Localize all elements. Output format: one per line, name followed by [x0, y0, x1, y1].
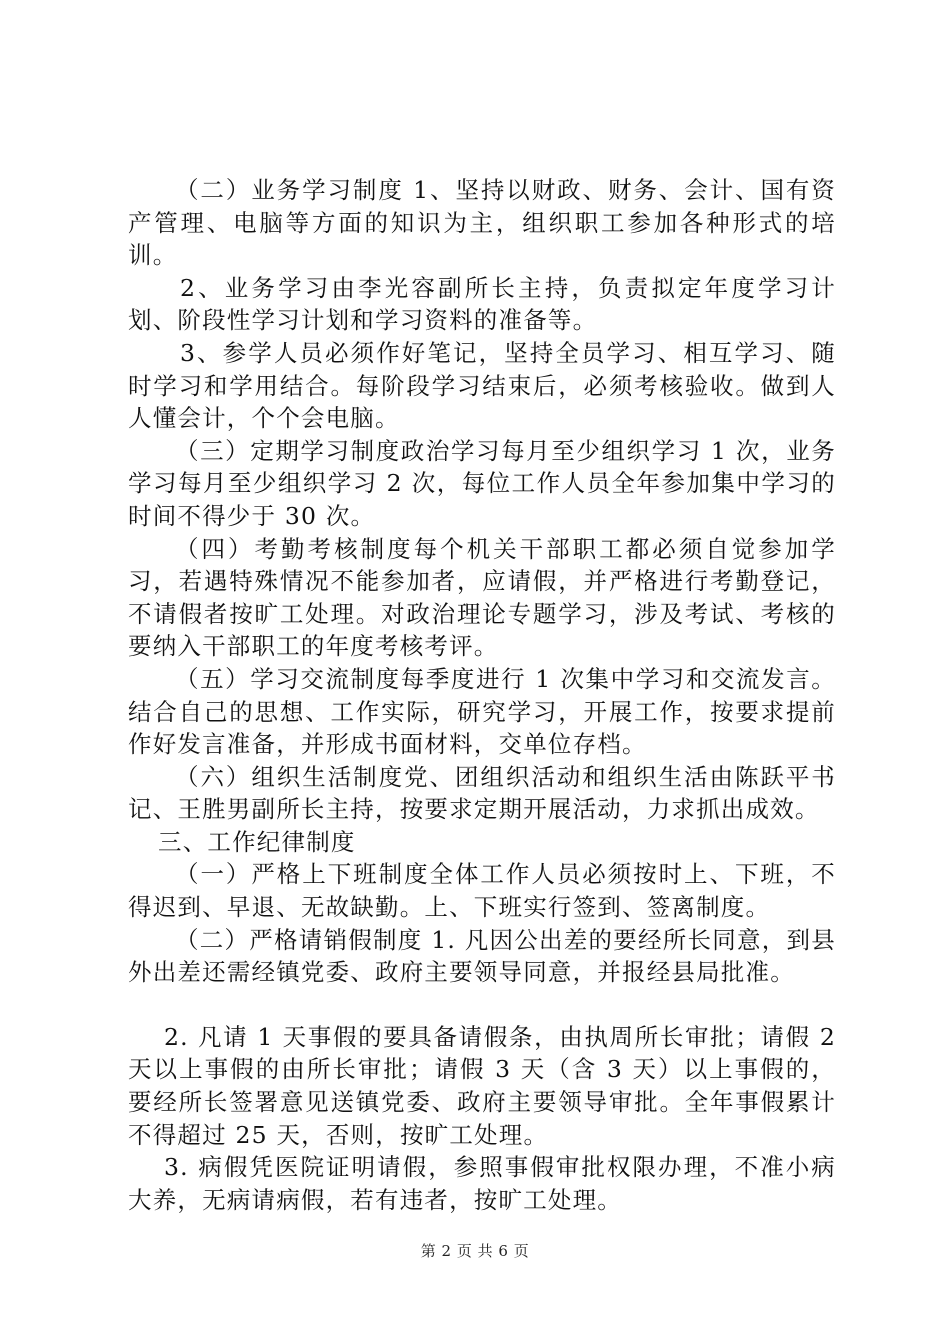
paragraph-personal-leave: 2. 凡请 1 天事假的要具备请假条，由执周所长审批；请假 2 天以上事假的由所长审批；请假 3 天（含 3 天）以上事假的，要经所长签署意见送镇党委、政府主要领导审批。全年事假累计不得超过 25 天，否则，按旷工处理。: [128, 1022, 836, 1149]
paragraph-study-notes: 3、参学人员必须作好笔记，坚持全员学习、相互学习、随时学习和学用结合。每阶段学习结束后，必须考核验收。做到人人懂会计，个个会电脑。: [128, 338, 836, 433]
paragraph-regular-study: （三）定期学习制度政治学习每月至少组织学习 1 次，业务学习每月至少组织学习 2 次，每位工作人员全年参加集中学习的时间不得少于 30 次。: [128, 436, 836, 530]
paragraph-attendance: （四）考勤考核制度每个机关干部职工都必须自觉参加学习，若遇特殊情况不能参加者，应请假，并严格进行考勤登记，不请假者按旷工处理。对政治理论专题学习，涉及考试、考核的要纳入干部职工的年度考核考评。: [128, 534, 836, 661]
paragraph-business-study: （二）业务学习制度 1、坚持以财政、财务、会计、国有资产管理、电脑等方面的知识为主，组织职工参加各种形式的培训。: [128, 176, 836, 270]
paragraph-sick-leave: 3. 病假凭医院证明请假，参照事假审批权限办理，不准小病大养，无病请病假，若有违者，按旷工处理。: [128, 1153, 836, 1214]
blank-line: [128, 989, 836, 1021]
page-footer: 第 2 页 共 6 页: [420, 1242, 530, 1260]
paragraph-business-study-host: 2、业务学习由李光容副所长主持，负责拟定年度学习计划、阶段性学习计划和学习资料的准备等。: [128, 273, 836, 335]
paragraph-work-hours: （一）严格上下班制度全体工作人员必须按时上、下班，不得迟到、早退、无故缺勤。上、下班实行签到、签离制度。: [128, 860, 836, 922]
paragraph-leave-request: （二）严格请销假制度 1. 凡因公出差的要经所长同意，到县外出差还需经镇党委、政府主要领导同意，并报经县局批准。: [128, 925, 836, 987]
document-body: [128, 174, 836, 1216]
paragraph-exchange: （五）学习交流制度每季度进行 1 次集中学习和交流发言。结合自己的思想、工作实际，研究学习，开展工作，按要求提前作好发言准备，并形成书面材料，交单位存档。: [128, 664, 836, 759]
paragraph-organization-life: （六）组织生活制度党、团组织活动和组织生活由陈跃平书记、王胜男副所长主持，按要求定期开展活动，力求抓出成效。: [128, 762, 836, 824]
section-heading-work-discipline: 三、工作纪律制度: [158, 827, 356, 856]
